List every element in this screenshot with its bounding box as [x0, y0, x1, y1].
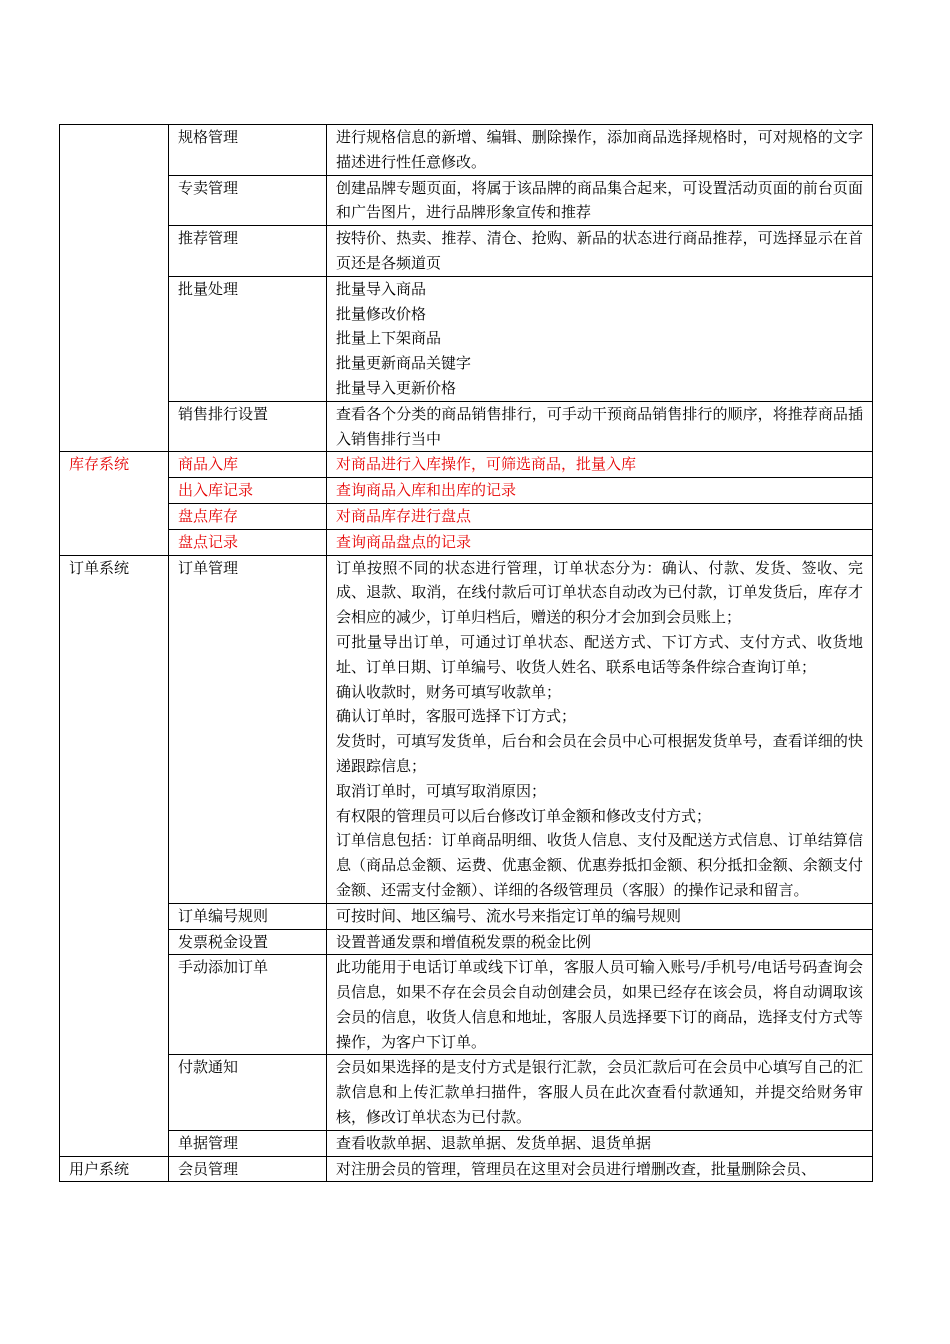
feature-cell: 推荐管理 — [169, 226, 327, 277]
description-line: 批量更新商品关键字 — [336, 354, 472, 373]
description-cell — [327, 529, 873, 555]
description-line: 批量修改价格 — [336, 304, 427, 323]
description-line: 发货时，可填写发货单，后台和会员在会员中心可根据发货单号，查看详细的快递跟踪信息； — [336, 732, 863, 775]
table-row — [60, 478, 873, 504]
description-line: 订单按照不同的状态进行管理，订单状态分为：确认、付款、发货、签收、完成、退款、取消，在线付款后可订单状态自动改为已付款，订单发货后，库存才会相应的减少，订单归档后，赠送的积分才会加到会员账上； — [336, 558, 863, 627]
table-row — [60, 1055, 873, 1130]
table-row — [60, 1156, 873, 1182]
description-line: 会员如果选择的是支付方式是银行汇款，会员汇款后可在会员中心填写自己的汇款信息和上传汇款单扫描件，客服人员在此次查看付款通知，并提交给财务审核，修改订单状态为已付款。 — [336, 1058, 863, 1127]
table-row — [60, 903, 873, 929]
description-cell — [327, 1130, 873, 1156]
table-row — [60, 555, 873, 903]
feature-cell: 出入库记录 — [169, 478, 327, 504]
feature-cell: 规格管理 — [169, 125, 327, 176]
description-line: 进行规格信息的新增、编辑、删除操作，添加商品选择规格时，可对规格的文字描述进行性任意修改。 — [336, 128, 863, 171]
description-line: 对注册会员的管理，管理员在这里对会员进行增删改查，批量删除会员、 — [336, 1159, 817, 1178]
feature-cell: 付款通知 — [169, 1055, 327, 1130]
description-cell — [327, 175, 873, 226]
feature-cell: 订单管理 — [169, 555, 327, 903]
description-cell — [327, 401, 873, 452]
system-cell: 用户系统 — [60, 1156, 169, 1182]
table-row — [60, 452, 873, 478]
table-row — [60, 955, 873, 1055]
feature-cell: 盘点记录 — [169, 529, 327, 555]
description-line: 可批量导出订单，可通过订单状态、配送方式、下订方式、支付方式、收货地址、订单日期、订单编号、收货人姓名、联系电话等条件综合查询订单； — [336, 632, 863, 676]
description-line: 创建品牌专题页面，将属于该品牌的商品集合起来，可设置活动页面的前台页面和广告图片，进行品牌形象宣传和推荐 — [336, 178, 863, 222]
description-cell — [327, 955, 873, 1055]
table-row — [60, 529, 873, 555]
description-line: 确认收款时，财务可填写收款单； — [336, 682, 562, 701]
description-line: 取消订单时，可填写取消原因； — [336, 781, 547, 800]
feature-table — [59, 124, 873, 1182]
description-cell — [327, 226, 873, 277]
feature-cell: 单据管理 — [169, 1130, 327, 1156]
description-line: 批量导入更新价格 — [336, 378, 457, 397]
table-row — [60, 125, 873, 176]
description-line: 查询商品盘点的记录 — [336, 532, 472, 551]
description-line: 订单信息包括：订单商品明细、收货人信息、支付及配送方式信息、订单结算信息（商品总金额、运费、优惠金额、优惠券抵扣金额、积分抵扣金额、余额支付金额、还需支付金额）、详细的各级管理员（客服）的操作记录和留言。 — [336, 831, 863, 899]
description-cell — [327, 125, 873, 176]
table-row — [60, 1130, 873, 1156]
table-row — [60, 929, 873, 955]
feature-cell: 盘点库存 — [169, 503, 327, 529]
feature-cell: 会员管理 — [169, 1156, 327, 1182]
feature-cell: 销售排行设置 — [169, 401, 327, 452]
description-line: 可按时间、地区编号、流水号来指定订单的编号规则 — [336, 906, 682, 925]
feature-cell: 手动添加订单 — [169, 955, 327, 1055]
description-cell — [327, 503, 873, 529]
description-cell — [327, 929, 873, 955]
description-cell — [327, 276, 873, 401]
description-line: 查看收款单据、退款单据、发货单据、退货单据 — [336, 1133, 652, 1152]
description-line: 此功能用于电话订单或线下订单，客服人员可输入账号/手机号/电话号码查询会员信息，如果不存在会员会自动创建会员，如果已经存在该会员，将自动调取该会员的信息，收货人信息和地址，客服人员选择要下订的商品，选择支付方式等操作，为客户下订单。 — [336, 958, 863, 1051]
description-line: 对商品库存进行盘点 — [336, 506, 472, 525]
description-line: 批量上下架商品 — [336, 329, 442, 348]
description-line: 有权限的管理员可以后台修改订单金额和修改支付方式； — [336, 806, 712, 825]
description-line: 对商品进行入库操作，可筛选商品，批量入库 — [336, 455, 637, 474]
description-cell — [327, 1055, 873, 1130]
description-cell — [327, 452, 873, 478]
description-cell — [327, 555, 873, 903]
table-row — [60, 401, 873, 452]
table-row — [60, 226, 873, 277]
description-line: 批量导入商品 — [336, 279, 427, 298]
description-line: 按特价、热卖、推荐、清仓、抢购、新品的状态进行商品推荐，可选择显示在首页还是各频道页 — [336, 229, 863, 272]
system-cell — [60, 125, 169, 452]
description-line: 确认订单时，客服可选择下订方式； — [336, 707, 577, 726]
feature-cell: 订单编号规则 — [169, 903, 327, 929]
description-line: 查询商品入库和出库的记录 — [336, 481, 517, 500]
feature-cell: 发票税金设置 — [169, 929, 327, 955]
table-row — [60, 276, 873, 401]
description-cell — [327, 1156, 873, 1182]
feature-cell: 商品入库 — [169, 452, 327, 478]
description-line: 设置普通发票和增值税发票的税金比例 — [336, 932, 592, 951]
description-cell — [327, 903, 873, 929]
system-cell: 订单系统 — [60, 555, 169, 1156]
description-line: 查看各个分类的商品销售排行，可手动干预商品销售排行的顺序，将推荐商品插入销售排行当中 — [336, 404, 863, 448]
system-cell: 库存系统 — [60, 452, 169, 555]
feature-cell: 批量处理 — [169, 276, 327, 401]
feature-cell: 专卖管理 — [169, 175, 327, 226]
description-cell — [327, 478, 873, 504]
table-row — [60, 503, 873, 529]
table-row — [60, 175, 873, 226]
